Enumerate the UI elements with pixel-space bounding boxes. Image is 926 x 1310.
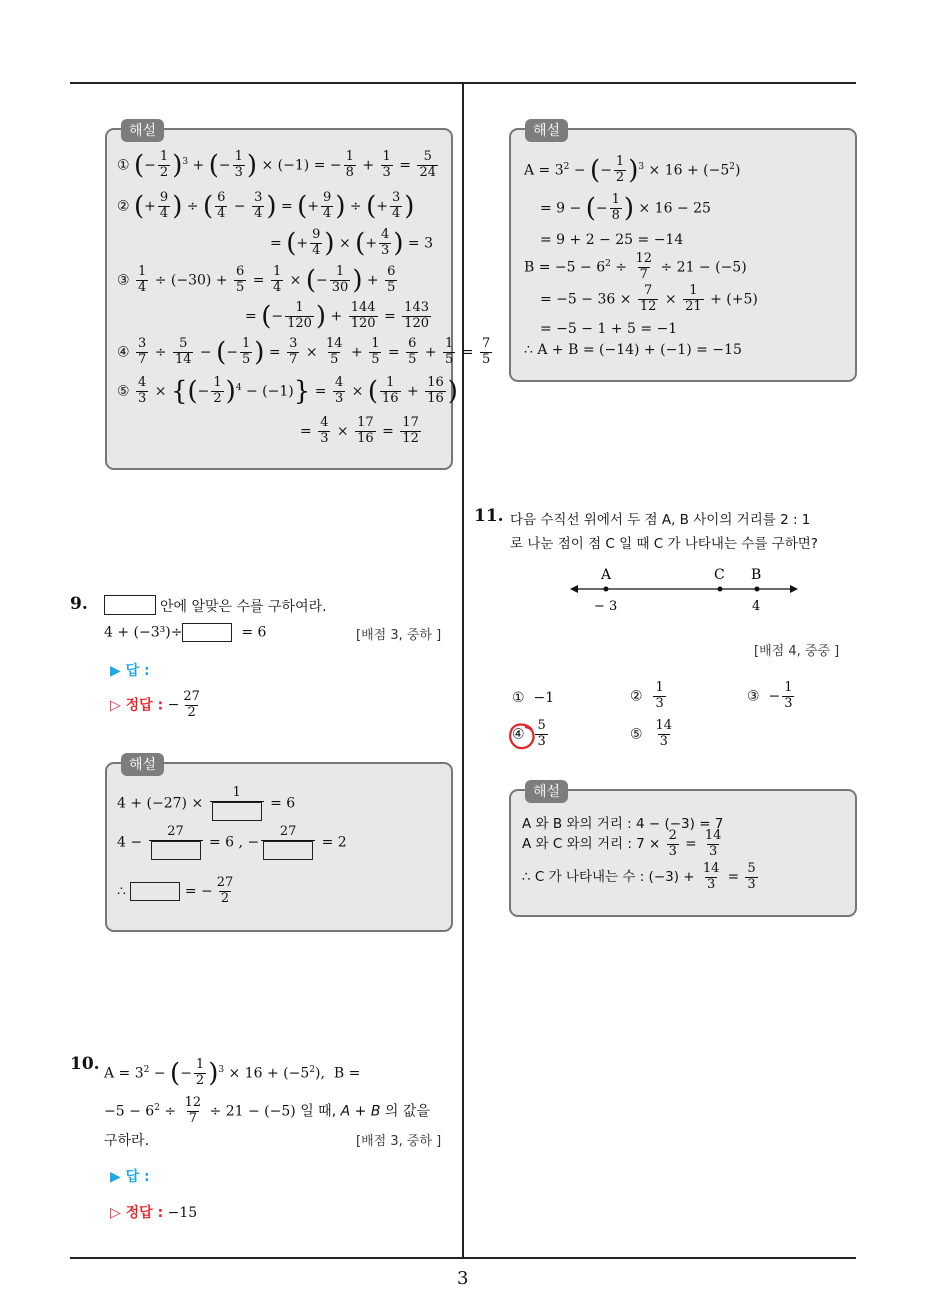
choice-5[interactable]: ⑤ $\frac{14}{3}$	[630, 718, 673, 749]
expl-q9-line1: 4 + (−27) × 1 = 6	[117, 786, 295, 821]
expl-q9-l2-a: 4 −	[117, 834, 143, 851]
expl-q8-line4: ③ $\frac{1}{4}$ ÷ (−30) + $\frac{6}{5}$ = $\frac{1}{4}$ × (− $\frac{1}{30}$ ) + $\frac{6}{5}$	[117, 264, 396, 296]
q9-expr-left: 4 + (−3³)÷	[104, 624, 183, 641]
expl-q8-line5: = (− $\frac{1}{120}$ ) + $\frac{144}{120}$ = $\frac{143}{120}$	[245, 300, 429, 332]
expl-q10-line2: = 9 − (− $\frac{1}{8}$ ) × 16 − 25	[540, 192, 711, 224]
expl-q10-line4: $B = -5 - 6^2$ ÷ $\frac{12}{7}$ ÷ 21 − (−5)	[524, 251, 747, 282]
expl-q9-l1-right: = 6	[270, 795, 296, 812]
q11-score: [배점 4, 중중 ]	[754, 644, 840, 659]
q10-correct-label: ▷ 정답 :	[110, 1205, 164, 1221]
expl-q10-line7: ∴ A + B = (−14) + (−1) = −15	[524, 342, 742, 358]
point-a-label: A	[601, 567, 612, 583]
question-9-number: 9.	[70, 594, 88, 614]
expl-q8-line3: = (+ $\frac{9}{4}$ ) × (+ $\frac{4}{3}$ ) = 3	[270, 227, 434, 259]
q10-answer-label: ▶ 답 :	[110, 1169, 150, 1185]
choice-1-value: −1	[533, 690, 555, 706]
point-b-label: B	[751, 567, 762, 583]
expl-q8-line6: ④ $\frac{3}{7}$ ÷ $\frac{5}{14}$ − (− $\frac{1}{5}$ ) = $\frac{3}{7}$ × $\frac{14}{5}$ + $\frac{1}{5}$ = $\frac{6}{5}$ + $\frac{1}{5}$ = $\frac{7}{5}$	[117, 336, 491, 368]
expl-q9-l3-a: ∴	[117, 883, 126, 900]
q9-blank-box	[104, 595, 156, 615]
bottom-rule	[70, 1257, 856, 1259]
expl-q11-line2: A 와 C 와의 거리 : 7 × $\frac{2}{3}$ = $\frac{14}{3}$	[522, 828, 722, 859]
expl-q10-line6: = −5 − 1 + 5 = −1	[540, 321, 678, 337]
choice-1-mark: ①	[512, 690, 525, 706]
expl-q9-l2-b: = 6 , −	[209, 834, 260, 851]
q11-line1: 다음 수직선 위에서 두 점 A, B 사이의 거리를 2 : 1	[510, 512, 811, 528]
q9-expr-right: = 6	[241, 624, 267, 641]
q11-line2: 로 나눈 점이 점 C 일 때 C 가 나타내는 수를 구하면?	[510, 536, 818, 552]
q9-expr-blank	[182, 623, 232, 642]
choice-4[interactable]: ④ $\frac{5}{3}$	[512, 718, 546, 749]
point-b-value: 4	[752, 599, 761, 614]
q10-line1: $A = 3^2$ − (− $\frac{1}{2}$ )$^3 \times 16 + (-5^2)$, B =	[104, 1057, 361, 1089]
expl-q10-line3: = 9 + 2 − 25 = −14	[540, 232, 684, 248]
point-a-value: − 3	[594, 599, 618, 614]
q9-score: [배점 3, 중하 ]	[356, 628, 442, 643]
q9-answer-label: ▶ 답 :	[110, 663, 150, 679]
choice-3[interactable]: ③ − $\frac{1}{3}$	[747, 680, 793, 711]
question-10-number: 10.	[70, 1054, 100, 1074]
q10-line3: 구하라.	[104, 1133, 150, 1149]
choice-2[interactable]: ② $\frac{1}{3}$	[630, 680, 664, 711]
column-divider	[462, 84, 464, 1258]
q10-line2: $-5 - 6^2$ ÷ $\frac{12}{7}$ ÷ 21 − (−5) 일 때, A + B 의 값을	[104, 1095, 430, 1126]
expl-q9-line3: ∴ = − $\frac{27}{2}$	[117, 875, 234, 906]
selected-answer-circle	[506, 720, 538, 752]
expl-q11-line1: A 와 B 와의 거리 : 4 − (−3) = 7	[522, 816, 724, 832]
choice-2-mark: ②	[630, 688, 643, 705]
choice-4-mark: ④	[512, 726, 525, 743]
explanation-tag: 해설	[525, 780, 568, 803]
explanation-tag: 해설	[121, 119, 164, 142]
expl-q11-line3: ∴ C 가 나타내는 수 : (−3) + $\frac{14}{3}$ = $\frac{5}{3}$	[522, 861, 756, 892]
choice-1[interactable]	[512, 690, 554, 706]
q9-correct-label: ▷ 정답 :	[110, 697, 164, 714]
choice-3-mark: ③	[747, 688, 760, 705]
q9-expression	[104, 623, 266, 642]
page-number: 3	[457, 1268, 469, 1289]
expl-q8-line2: ② (+ $\frac{9}{4}$ ) ÷ ( $\frac{6}{4}$ − $\frac{3}{4}$ ) = (+ $\frac{9}{4}$ ) ÷ (+ $\frac{3}{4}$ )	[117, 190, 415, 222]
point-c-label: C	[714, 567, 725, 583]
choice-5-mark: ⑤	[630, 726, 643, 743]
expl-q8-line1: ① (− $\frac{1}{2}$ )$^3$ + (− $\frac{1}{3}$ ) × (−1) = − $\frac{1}{8}$ + $\frac{1}{3}$ = $\frac{5}{24}$	[117, 149, 436, 181]
expl-q8-line7: ⑤ $\frac{4}{3}$ × {(− $\frac{1}{2}$ )$^4$ − (−1)} = $\frac{4}{3}$ × ( $\frac{1}{16}$ + $\frac{16}{16}$ )	[117, 375, 458, 407]
expl-q9-l2-c: = 2	[321, 834, 347, 851]
expl-q8-line8: = $\frac{4}{3}$ × $\frac{17}{16}$ = $\frac{17}{12}$	[300, 415, 419, 446]
q10-score: [배점 3, 중하 ]	[356, 1134, 442, 1149]
number-line	[566, 560, 806, 620]
expl-q9-l1-left: 4 + (−27) ×	[117, 795, 204, 812]
q9-prompt: 안에 알맞은 수를 구하여라.	[160, 599, 327, 615]
expl-q9-line2: 4 − 27 = 6 , − 27 = 2	[117, 825, 347, 860]
q10-correct	[110, 1202, 197, 1222]
q10-correct-value: −15	[167, 1205, 198, 1221]
question-11-number: 11.	[474, 506, 504, 526]
explanation-tag: 해설	[525, 119, 568, 142]
expl-q10-line5: = −5 − 36 × $\frac{7}{12}$ × $\frac{1}{21}$ + (+5)	[540, 283, 758, 314]
q9-correct: ▷ 정답 : − $\frac{27}{2}$	[110, 689, 200, 720]
expl-q10-line1: $A = 3^2$ − (− $\frac{1}{2}$ )$^3 \times 16 + (-5^2)$	[524, 154, 741, 186]
explanation-tag: 해설	[121, 753, 164, 776]
